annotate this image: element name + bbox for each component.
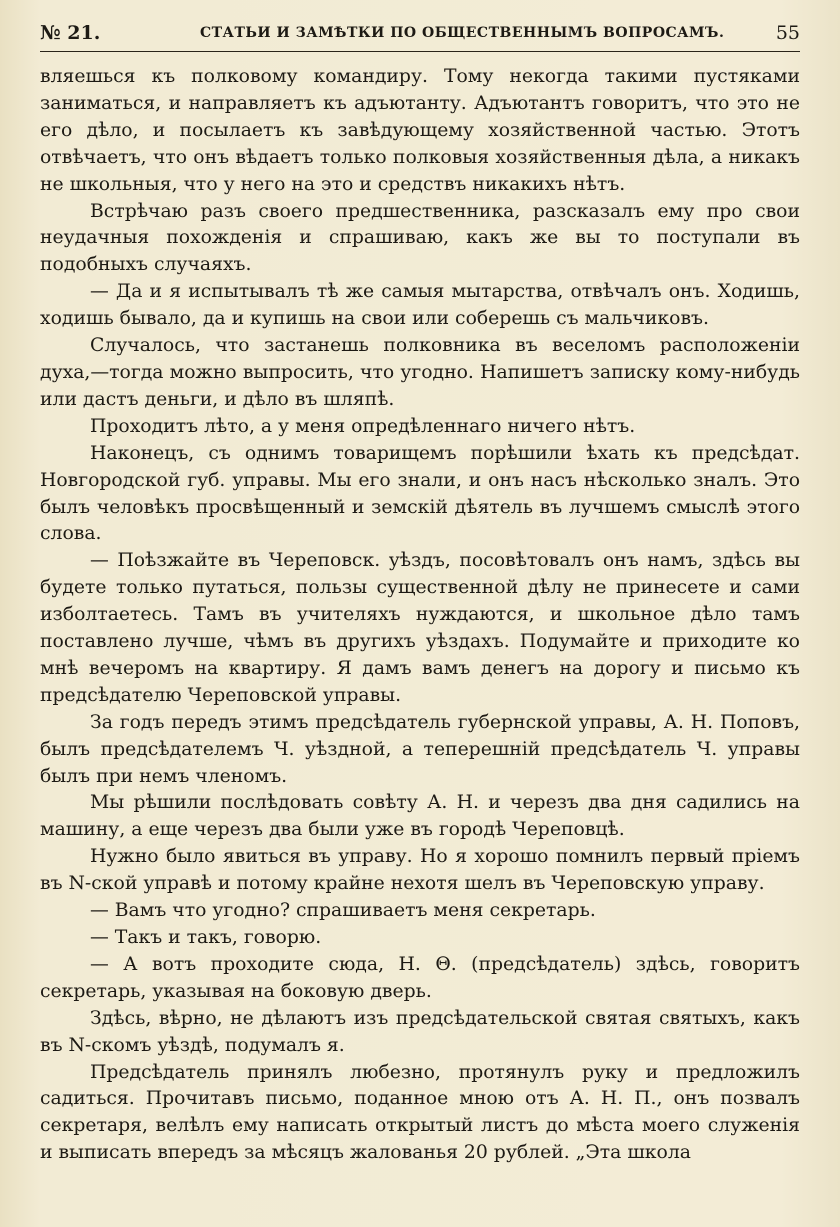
paragraph: — Такъ и такъ, говорю. (90, 927, 322, 948)
paragraph: — Поѣзжайте въ Череповск. уѣздъ, посовѣтовалъ онъ намъ, здѣсь вы будете только путаться, пользы существенной дѣлу не принесете и сами изболтаетесь. Тамъ въ учителяхъ нуждаются, и школьное дѣло тамъ поставлено лучше, чѣмъ въ другихъ уѣздахъ. Подумайте и приходите ко мнѣ вечеромъ на квартиру. Я дамъ вамъ денегъ на дорогу и письмо къ предсѣдателю Череповской управы. (40, 550, 800, 706)
article-body (40, 64, 800, 1167)
paragraph: — Вамъ что угодно? спрашиваетъ меня секретарь. (90, 900, 596, 922)
paragraph: — А вотъ проходите сюда, Н. Θ. (предсѣдатель) здѣсь, говоритъ секретарь, указывая на боковую дверь. (40, 953, 800, 1002)
paragraph: Наконецъ, съ однимъ товарищемъ порѣшили ѣхать къ предсѣдат. Новгородской губ. управы. Мы его знали, и онъ насъ нѣсколько зналъ. Это былъ человѣкъ просвѣщенный и земскій дѣятель въ лучшемъ смыслѣ этого слова. (40, 442, 800, 545)
paragraph: вляешься къ полковому командиру. Тому некогда такими пустяками заниматься, и направляетъ къ адъютанту. Адъютантъ говоритъ, что это не его дѣло, и посылаетъ къ завѣдующему хозяйственной частью. Этотъ отвѣчаетъ, что онъ вѣдаетъ только полковыя хозяйственныя дѣла, а никакъ не школьныя, что у него на это и средствъ никакихъ нѣтъ. (40, 66, 800, 195)
paragraph: За годъ передъ этимъ предсѣдатель губернской управы, А. Н. Поповъ, былъ предсѣдателемъ Ч. уѣздной, а теперешній предсѣдатель Ч. управы былъ при немъ членомъ. (40, 711, 800, 787)
paragraph: Нужно было явиться въ управу. Но я хорошо помнилъ первый пріемъ въ N-ской управѣ и потому крайне нехотя шелъ въ Череповскую управу. (40, 846, 800, 895)
paragraph: Здѣсь, вѣрно, не дѣлаютъ изъ предсѣдательской святая святыхъ, какъ въ N-скомъ уѣздѣ, подумалъ я. (40, 1007, 800, 1056)
paragraph: Мы рѣшили послѣдовать совѣту А. Н. и черезъ два дня садились на машину, а еще черезъ два были уже въ городѣ Череповцѣ. (40, 792, 800, 841)
paragraph: Встрѣчаю разъ своего предшественника, разсказалъ ему про свои неудачныя похожденія и спрашиваю, какъ же вы то поступали въ подобныхъ случаяхъ. (40, 200, 800, 276)
issue-number: № 21. (40, 22, 101, 44)
section-title: СТАТЬИ И ЗАМѢТКИ ПО ОБЩЕСТВЕННЫМЪ ВОПРОСАМЪ. (200, 25, 725, 41)
paragraph: Предсѣдатель принялъ любезно, протянулъ руку и предложилъ садиться. Прочитавъ письмо, поданное мною отъ А. Н. П., онъ позвалъ секретаря, велѣлъ ему написать открытый листъ до мѣста моего служенія и выписать впередъ за мѣсяцъ жалованья 20 рублей. „Эта школа (40, 1061, 800, 1164)
paragraph: — Да и я испытывалъ тѣ же самыя мытарства, отвѣчалъ онъ. Ходишь, ходишь бывало, да и купишь на свои или соберешь съ мальчиковъ. (40, 281, 800, 330)
running-header (40, 22, 800, 52)
header-rule (40, 51, 800, 52)
paragraph: Случалось, что застанешь полковника въ веселомъ расположеніи духа,—тогда можно выпросить, что угодно. Напишетъ записку кому-нибудь или дастъ деньги, и дѣло въ шляпѣ. (40, 335, 800, 410)
page-number: 55 (775, 22, 800, 44)
paragraph: Проходитъ лѣто, а у меня опредѣленнаго ничего нѣтъ. (90, 415, 636, 437)
